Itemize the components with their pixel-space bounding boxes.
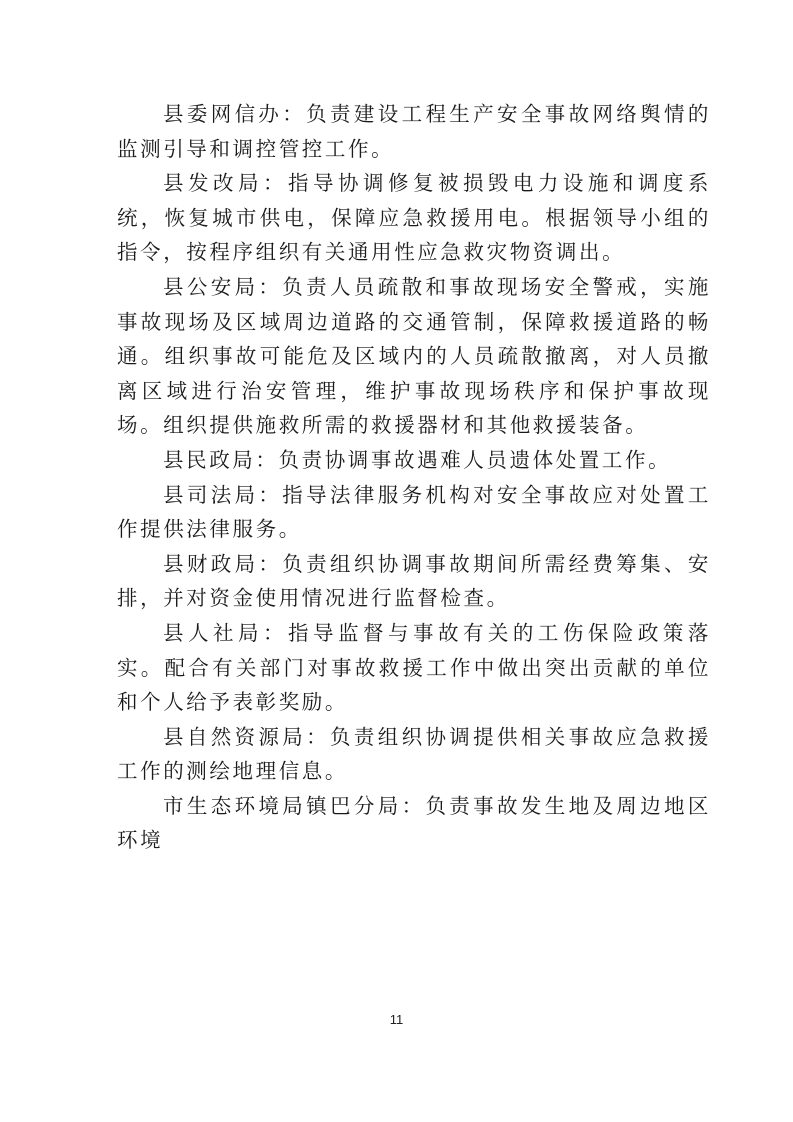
paragraph-county-civil-affairs-bureau: 县民政局：负责协调事故遇难人员遗体处置工作。 (163, 447, 672, 472)
paragraph-county-finance-bureau: 县财政局：负责组织协调事故期间所需经费筹集、安排，并对资金使用情况进行监督检查。 (117, 551, 711, 611)
paragraph-county-cyberspace-office: 县委网信办：负责建设工程生产安全事故网络舆情的监测引导和调控管控工作。 (117, 102, 711, 161)
paragraph-county-public-security-bureau: 县公安局：负责人员疏散和事故现场安全警戒，实施事故现场及区域周边道路的交通管制，保障救援道路的畅通。组织事故可能危及区域内的人员疏散撤离，对人员撤离区域进行治安管理，维护事故现场秩序和保护事故现场。组织提供施救所需的救援器材和其他救援装备。 (117, 274, 711, 438)
document-body (117, 97, 711, 858)
paragraph-county-natural-resources-bureau: 县自然资源局：负责组织协调提供相关事故应急救援工作的测绘地理信息。 (117, 724, 711, 784)
paragraph-county-development-reform-bureau: 县发改局：指导协调修复被损毁电力设施和调度系统，恢复城市供电，保障应急救援用电。根据领导小组的指令，按程序组织有关通用性应急救灾物资调出。 (117, 171, 711, 265)
page-number: 11 (389, 1012, 404, 1027)
paragraph-county-justice-bureau: 县司法局：指导法律服务机构对安全事故应对处置工作提供法律服务。 (117, 482, 711, 542)
paragraph-ecology-environment-branch: 市生态环境局镇巴分局：负责事故发生地及周边地区环境 (117, 793, 711, 853)
paragraph-county-human-resources-bureau: 县人社局：指导监督与事故有关的工伤保险政策落实。配合有关部门对事故救援工作中做出突出贡献的单位和个人给予表彰奖励。 (117, 620, 711, 715)
